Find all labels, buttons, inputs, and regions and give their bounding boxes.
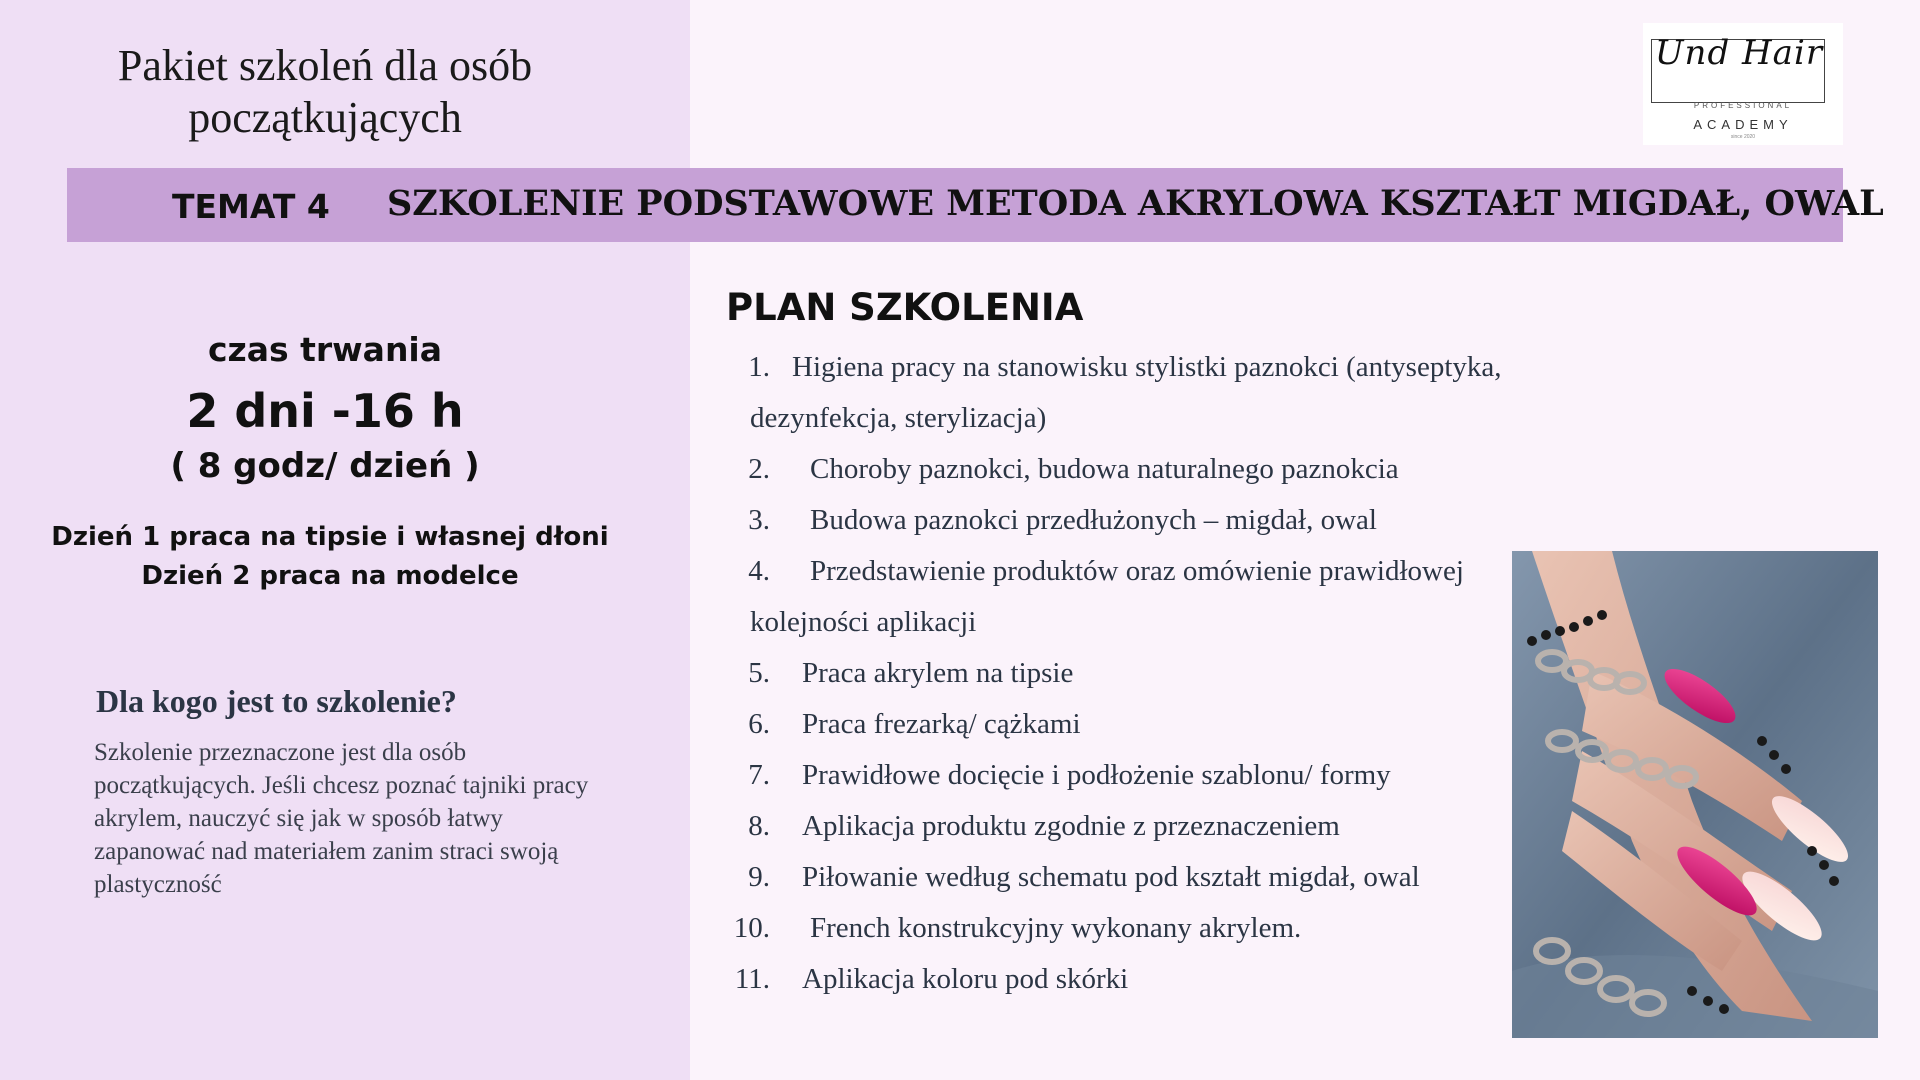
- plan-item-line: Higiena pracy na stanowisku stylistki paznokci (antyseptyka,: [792, 351, 1502, 383]
- plan-item-text: Praca akrylem na tipsie: [802, 657, 1074, 689]
- plan-item-continuation: kolejności aplikacji: [750, 606, 977, 638]
- plan-list: [728, 342, 1528, 1005]
- plan-item-text: [728, 546, 1528, 648]
- plan-item-text: [728, 342, 1528, 444]
- audience-heading: Dla kogo jest to szkolenie?: [96, 683, 457, 719]
- plan-item-text: Aplikacja produktu zgodnie z przeznaczeniem: [802, 810, 1340, 842]
- duration-value: 2 dni -16 h: [186, 384, 464, 438]
- topic-title: SZKOLENIE PODSTAWOWE METODA AKRYLOWA KSZTAŁT MIGDAŁ, OWAL: [387, 183, 1884, 224]
- plan-item-number: 6.: [748, 708, 770, 740]
- plan-item-continuation: dezynfekcja, sterylizacja): [750, 402, 1047, 434]
- plan-item-number: 5.: [748, 657, 770, 689]
- plan-item-text: Budowa paznokci przedłużonych – migdał, owal: [810, 504, 1377, 536]
- plan-item-number: 11.: [734, 963, 770, 995]
- plan-item: [728, 495, 1528, 546]
- plan-item: [728, 852, 1528, 903]
- plan-item: [728, 648, 1528, 699]
- topic-banner: [67, 168, 1884, 242]
- plan-item-text: Piłowanie według schematu pod kształt migdał, owal: [802, 861, 1420, 893]
- plan-item: [728, 699, 1528, 750]
- logo-academy: ACADEMY: [1693, 117, 1793, 132]
- duration-label: czas trwania: [207, 330, 443, 369]
- plan-item-number: 2.: [748, 453, 770, 485]
- academy-logo: [1643, 23, 1843, 145]
- plan-item-number: 7.: [748, 759, 770, 791]
- logo-script: Und Hair: [1654, 33, 1824, 73]
- plan-item-text: Aplikacja koloru pod skórki: [802, 963, 1129, 995]
- plan-item-number: 8.: [748, 810, 770, 842]
- plan-item: [728, 903, 1528, 954]
- plan-item-text: Prawidłowe docięcie i podłożenie szablonu/ formy: [802, 759, 1391, 791]
- plan-item-number: 3.: [748, 504, 770, 536]
- plan-item-line: Przedstawienie produktów oraz omówienie prawidłowej: [810, 555, 1464, 587]
- nails-photo: [1512, 551, 1878, 1038]
- nails-photo-illustration: [1512, 551, 1878, 1038]
- plan-item-text: Choroby paznokci, budowa naturalnego paznokcia: [810, 453, 1399, 485]
- day-2-description: Dzień 2 praca na modelce: [141, 561, 519, 591]
- plan-item-number: 1.: [748, 351, 770, 383]
- day-1-description: Dzień 1 praca na tipsie i własnej dłoni: [51, 522, 609, 552]
- plan-item: [728, 546, 1528, 648]
- plan-item: [728, 342, 1528, 444]
- topic-label: TEMAT 4: [172, 187, 330, 226]
- plan-item: [728, 801, 1528, 852]
- plan-item: [728, 444, 1528, 495]
- plan-item-number: 9.: [748, 861, 770, 893]
- plan-item: [728, 954, 1528, 1005]
- plan-item-text: Praca frezarką/ cążkami: [802, 708, 1081, 740]
- package-title: Pakiet szkoleń dla osób początkujących: [117, 41, 533, 142]
- plan-item-number: 4.: [748, 555, 770, 587]
- plan-item-number: 10.: [733, 912, 770, 944]
- duration-detail: ( 8 godz/ dzień ): [170, 446, 480, 486]
- plan-heading: PLAN SZKOLENIA: [726, 286, 1084, 329]
- plan-item: [728, 750, 1528, 801]
- logo-professional: PROFESSIONAL: [1693, 101, 1793, 110]
- logo-since: since 2020: [1730, 134, 1756, 140]
- plan-item-text: French konstrukcyjny wykonany akrylem.: [810, 912, 1302, 944]
- audience-text: Szkolenie przeznaczone jest dla osób początkujących. Jeśli chcesz poznać tajniki pracy akrylem, nauczyć się jak w sposób łatwy zapanować nad materiałem zanim straci swoją plastyczność: [94, 739, 589, 898]
